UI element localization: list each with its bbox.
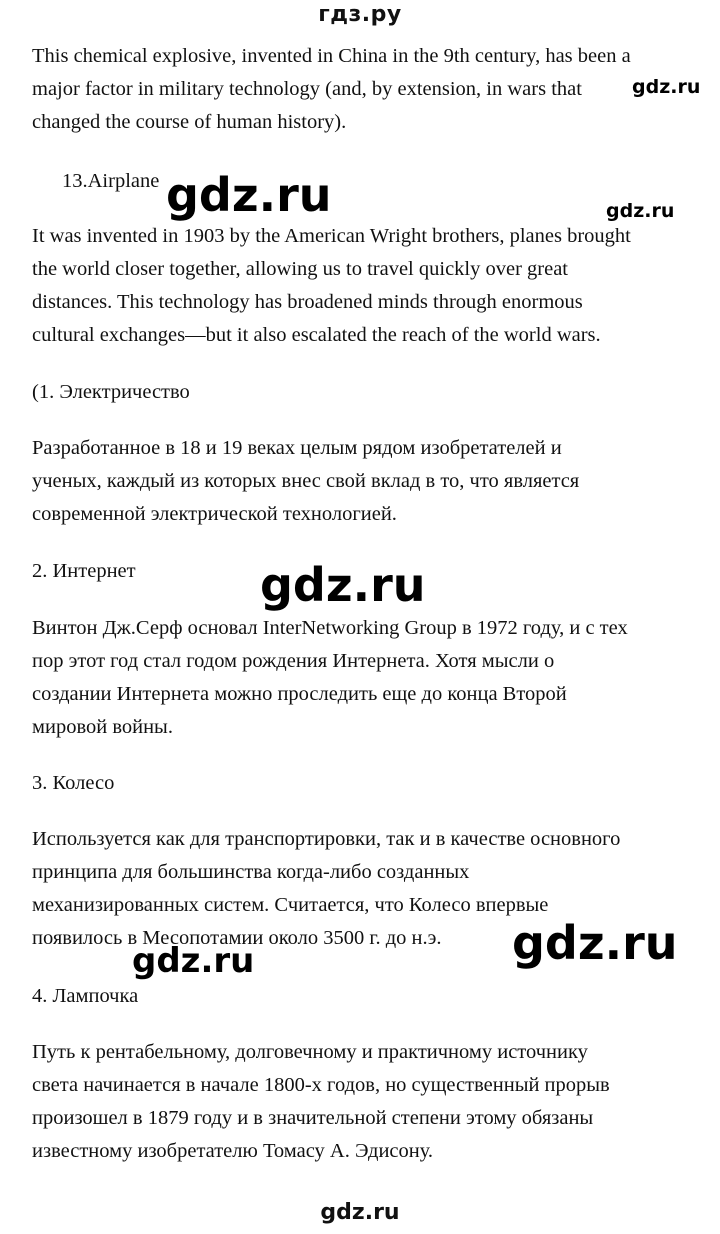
text-line: пор этот год стал годом рождения Интернета. Хотя мысли о <box>32 650 555 672</box>
text-line: современной электрической технологией. <box>32 503 397 525</box>
watermark: gdz.ru <box>260 558 426 612</box>
watermark: gdz.ru <box>632 76 701 98</box>
paragraph-internet <box>32 612 628 744</box>
heading-airplane: 13.Airplane <box>62 170 160 192</box>
text-line: distances. This technology has broadened minds through enormous <box>32 291 583 313</box>
paragraph-electricity <box>32 432 579 531</box>
text-line: мировой войны. <box>32 716 173 738</box>
watermark: gdz.ru <box>166 168 332 222</box>
site-footer: gdz.ru <box>320 1200 400 1225</box>
text-line: cultural exchanges—but it also escalated the reach of the world wars. <box>32 324 601 346</box>
watermark: gdz.ru <box>606 200 675 222</box>
text-line: создании Интернета можно проследить еще до конца Второй <box>32 683 567 705</box>
text-line: major factor in military technology (and, by extension, in wars that <box>32 78 582 100</box>
text-line: Путь к рентабельному, долговечному и практичному источнику <box>32 1041 588 1063</box>
text-line: Винтон Дж.Серф основал InterNetworking Group в 1972 году, и с тех <box>32 617 628 639</box>
text-line: света начинается в начале 1800-х годов, но существенный прорыв <box>32 1074 610 1096</box>
watermark: gdz.ru <box>132 941 255 981</box>
text-line: появилось в Месопотамии около 3500 г. до н.э. <box>32 927 442 949</box>
watermark: gdz.ru <box>512 916 678 970</box>
heading-wheel: 3. Колесо <box>32 772 115 794</box>
heading-internet: 2. Интернет <box>32 560 136 582</box>
text-line: changed the course of human history). <box>32 111 347 133</box>
text-line: Разработанное в 18 и 19 веках целым рядом изобретателей и <box>32 437 562 459</box>
text-line: ученых, каждый из которых внес свой вклад в то, что является <box>32 470 580 492</box>
text-line: механизированных систем. Считается, что Колесо впервые <box>32 894 549 916</box>
paragraph-gunpowder <box>32 40 631 139</box>
paragraph-airplane <box>32 220 631 352</box>
site-header: гдз.ру <box>318 2 402 27</box>
text-line: принципа для большинства когда-либо созданных <box>32 861 470 883</box>
text-line: известному изобретателю Томасу А. Эдисону. <box>32 1140 434 1162</box>
heading-electricity: (1. Электричество <box>32 381 190 403</box>
paragraph-lightbulb <box>32 1036 610 1168</box>
text-line: This chemical explosive, invented in China in the 9th century, has been a <box>32 45 631 67</box>
text-line: произошел в 1879 году и в значительной степени этому обязаны <box>32 1107 594 1129</box>
text-line: Используется как для транспортировки, так и в качестве основного <box>32 828 621 850</box>
text-line: the world closer together, allowing us to travel quickly over great <box>32 258 569 280</box>
heading-lightbulb: 4. Лампочка <box>32 985 139 1007</box>
text-line: It was invented in 1903 by the American Wright brothers, planes brought <box>32 225 631 247</box>
